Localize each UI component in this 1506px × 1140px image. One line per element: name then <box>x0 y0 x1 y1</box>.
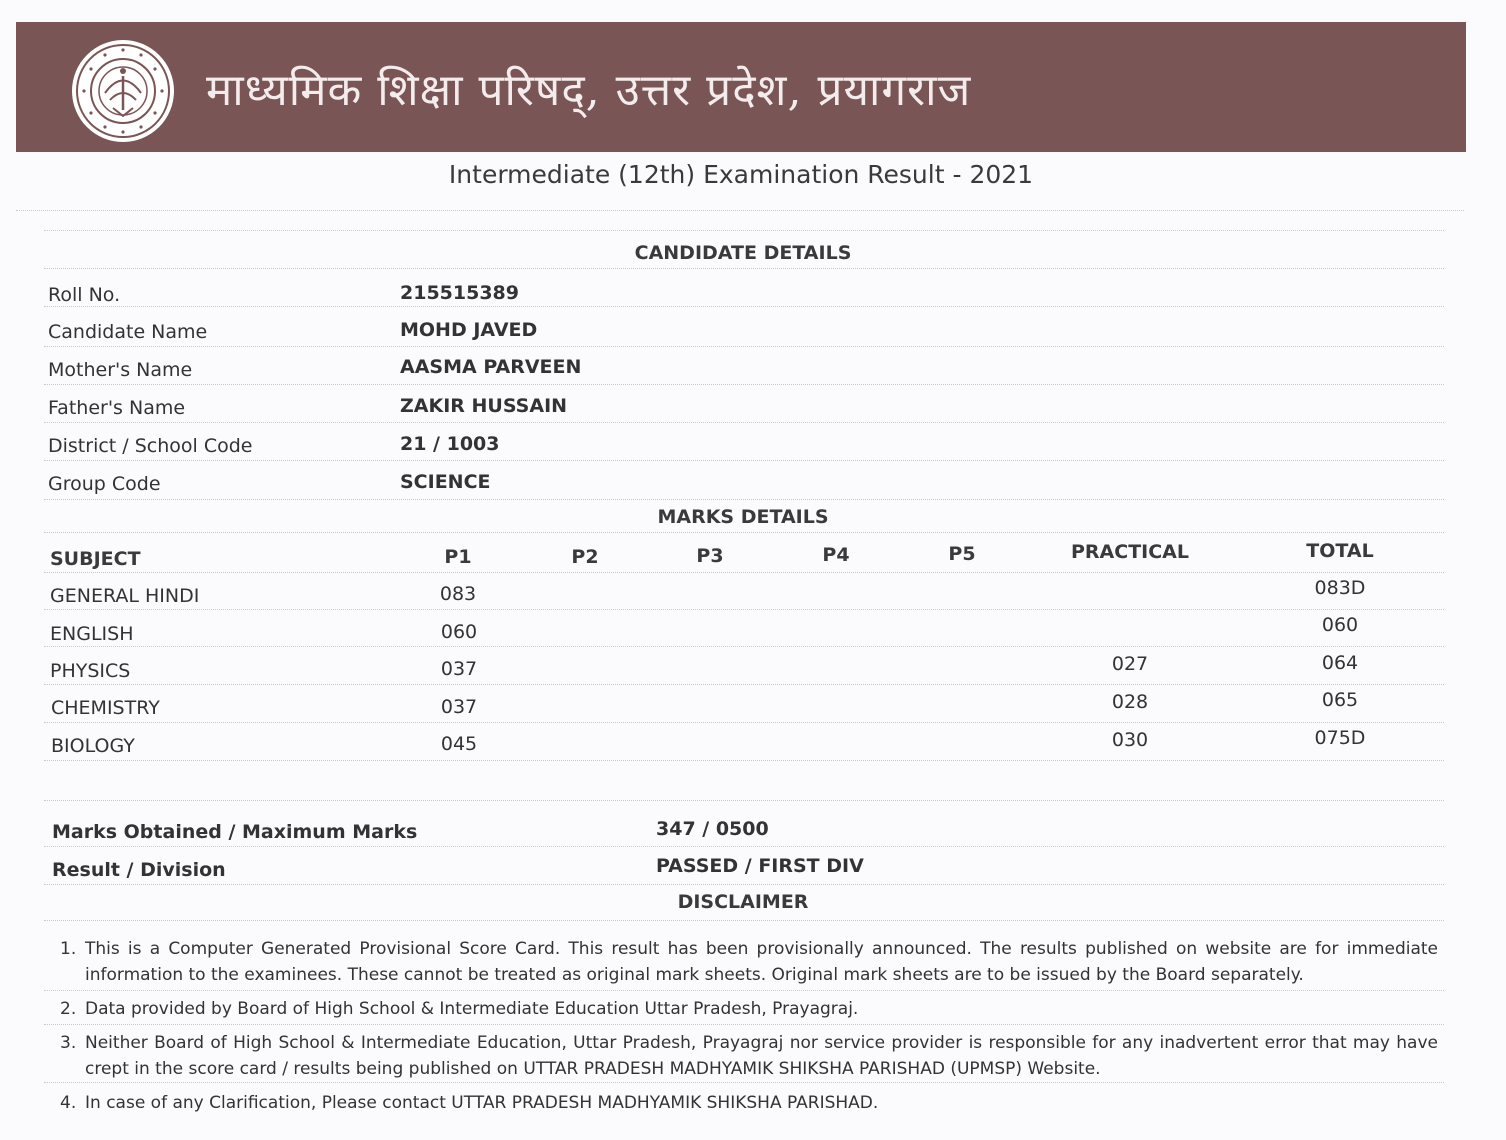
disclaimer-item <box>60 1030 1438 1082</box>
disclaimer-number: 2. <box>60 999 77 1019</box>
board-emblem-logo <box>70 38 176 144</box>
divider <box>44 990 1444 991</box>
divider <box>44 499 1444 500</box>
total-cell: 064 <box>1321 652 1359 674</box>
district-school-code-label: District / School Code <box>48 435 253 457</box>
fathers-name-value: ZAKIR HUSSAIN <box>400 395 568 417</box>
p1-cell: 083 <box>439 583 477 605</box>
exam-title: Intermediate (12th) Examination Result - 2021 <box>448 160 1034 189</box>
divider <box>44 230 1444 231</box>
column-header-p3: P3 <box>696 545 724 567</box>
disclaimer-number: 4. <box>60 1093 77 1113</box>
subject-cell: PHYSICS <box>50 660 131 682</box>
roll-no-value: 215515389 <box>400 282 519 304</box>
subject-cell: BIOLOGY <box>51 735 135 757</box>
divider <box>44 572 1444 573</box>
mothers-name-value: AASMA PARVEEN <box>400 356 582 378</box>
mothers-name-label: Mother's Name <box>48 359 193 381</box>
column-header-p5: P5 <box>948 543 976 565</box>
divider <box>44 532 1444 533</box>
divider <box>44 846 1444 847</box>
marks-obtained-value: 347 / 0500 <box>656 818 769 840</box>
p1-cell: 037 <box>440 658 478 680</box>
column-header-p2: P2 <box>571 546 599 568</box>
divider <box>44 646 1444 647</box>
divider <box>44 306 1444 307</box>
subject-cell: ENGLISH <box>50 623 134 645</box>
disclaimer-item <box>60 996 1438 1022</box>
column-header-total: TOTAL <box>1306 540 1374 562</box>
candidate-name-label: Candidate Name <box>48 321 208 343</box>
p1-cell: 037 <box>440 696 478 718</box>
subject-cell: CHEMISTRY <box>51 697 160 719</box>
marks-obtained-label: Marks Obtained / Maximum Marks <box>52 821 418 843</box>
disclaimer-item <box>60 936 1438 988</box>
total-cell: 065 <box>1321 689 1359 711</box>
divider <box>44 268 1444 269</box>
result-division-label: Result / Division <box>52 859 226 881</box>
candidate-details-heading: CANDIDATE DETAILS <box>634 242 852 264</box>
marks-details-heading: MARKS DETAILS <box>657 506 829 528</box>
p1-cell: 045 <box>440 733 478 755</box>
divider <box>44 722 1444 723</box>
result-division-value: PASSED / FIRST DIV <box>656 855 864 877</box>
divider <box>44 384 1444 385</box>
divider <box>44 800 1444 801</box>
divider <box>44 684 1444 685</box>
practical-cell: 030 <box>1111 729 1149 751</box>
disclaimer-text: This is a Computer Generated Provisional Score Card. This result has been provisionally announced. The results published on website are for immediate information to the examinees. These cannot be treated as original mark sheets. Original mark sheets are to be issued by the Board separately. <box>85 939 1438 985</box>
practical-cell: 028 <box>1111 691 1149 713</box>
divider <box>44 460 1444 461</box>
divider <box>44 760 1444 761</box>
board-name-hindi: माध्यमिक शिक्षा परिषद्, उत्तर प्रदेश, प्रयागराज <box>206 65 972 116</box>
divider <box>44 346 1444 347</box>
divider <box>44 422 1444 423</box>
divider <box>44 884 1444 885</box>
disclaimer-number: 3. <box>60 1033 77 1053</box>
roll-no-label: Roll No. <box>48 284 121 306</box>
disclaimer-text: Data provided by Board of High School & Intermediate Education Uttar Pradesh, Prayagraj. <box>85 999 859 1019</box>
divider <box>44 920 1444 921</box>
disclaimer-text: Neither Board of High School & Intermediate Education, Uttar Pradesh, Prayagraj nor service provider is responsible for any inadvertent error that may have crept in the score card / results being published on UTTAR PRADESH MADHYAMIK SHIKSHA PARISHAD (UPMSP) Website. <box>85 1033 1438 1079</box>
group-code-label: Group Code <box>48 473 161 495</box>
disclaimer-text: In case of any Clarification, Please contact UTTAR PRADESH MADHYAMIK SHIKSHA PARISHAD. <box>85 1093 879 1113</box>
district-school-code-value: 21 / 1003 <box>400 433 500 455</box>
divider <box>44 1082 1444 1083</box>
disclaimer-item <box>60 1090 1438 1116</box>
total-cell: 083D <box>1314 577 1366 599</box>
total-cell: 075D <box>1314 727 1366 749</box>
divider <box>44 609 1444 610</box>
divider <box>16 210 1464 211</box>
column-header-p1: P1 <box>444 546 472 568</box>
column-header-p4: P4 <box>822 544 850 566</box>
disclaimer-number: 1. <box>60 939 77 959</box>
column-header-subject: SUBJECT <box>50 548 141 570</box>
column-header-practical: PRACTICAL <box>1071 541 1189 563</box>
subject-cell: GENERAL HINDI <box>50 585 200 607</box>
divider <box>44 1024 1444 1025</box>
candidate-name-value: MOHD JAVED <box>400 319 538 341</box>
fathers-name-label: Father's Name <box>48 397 186 419</box>
total-cell: 060 <box>1321 614 1359 636</box>
practical-cell: 027 <box>1111 653 1149 675</box>
p1-cell: 060 <box>440 621 478 643</box>
group-code-value: SCIENCE <box>400 471 491 493</box>
disclaimer-heading: DISCLAIMER <box>677 891 809 913</box>
